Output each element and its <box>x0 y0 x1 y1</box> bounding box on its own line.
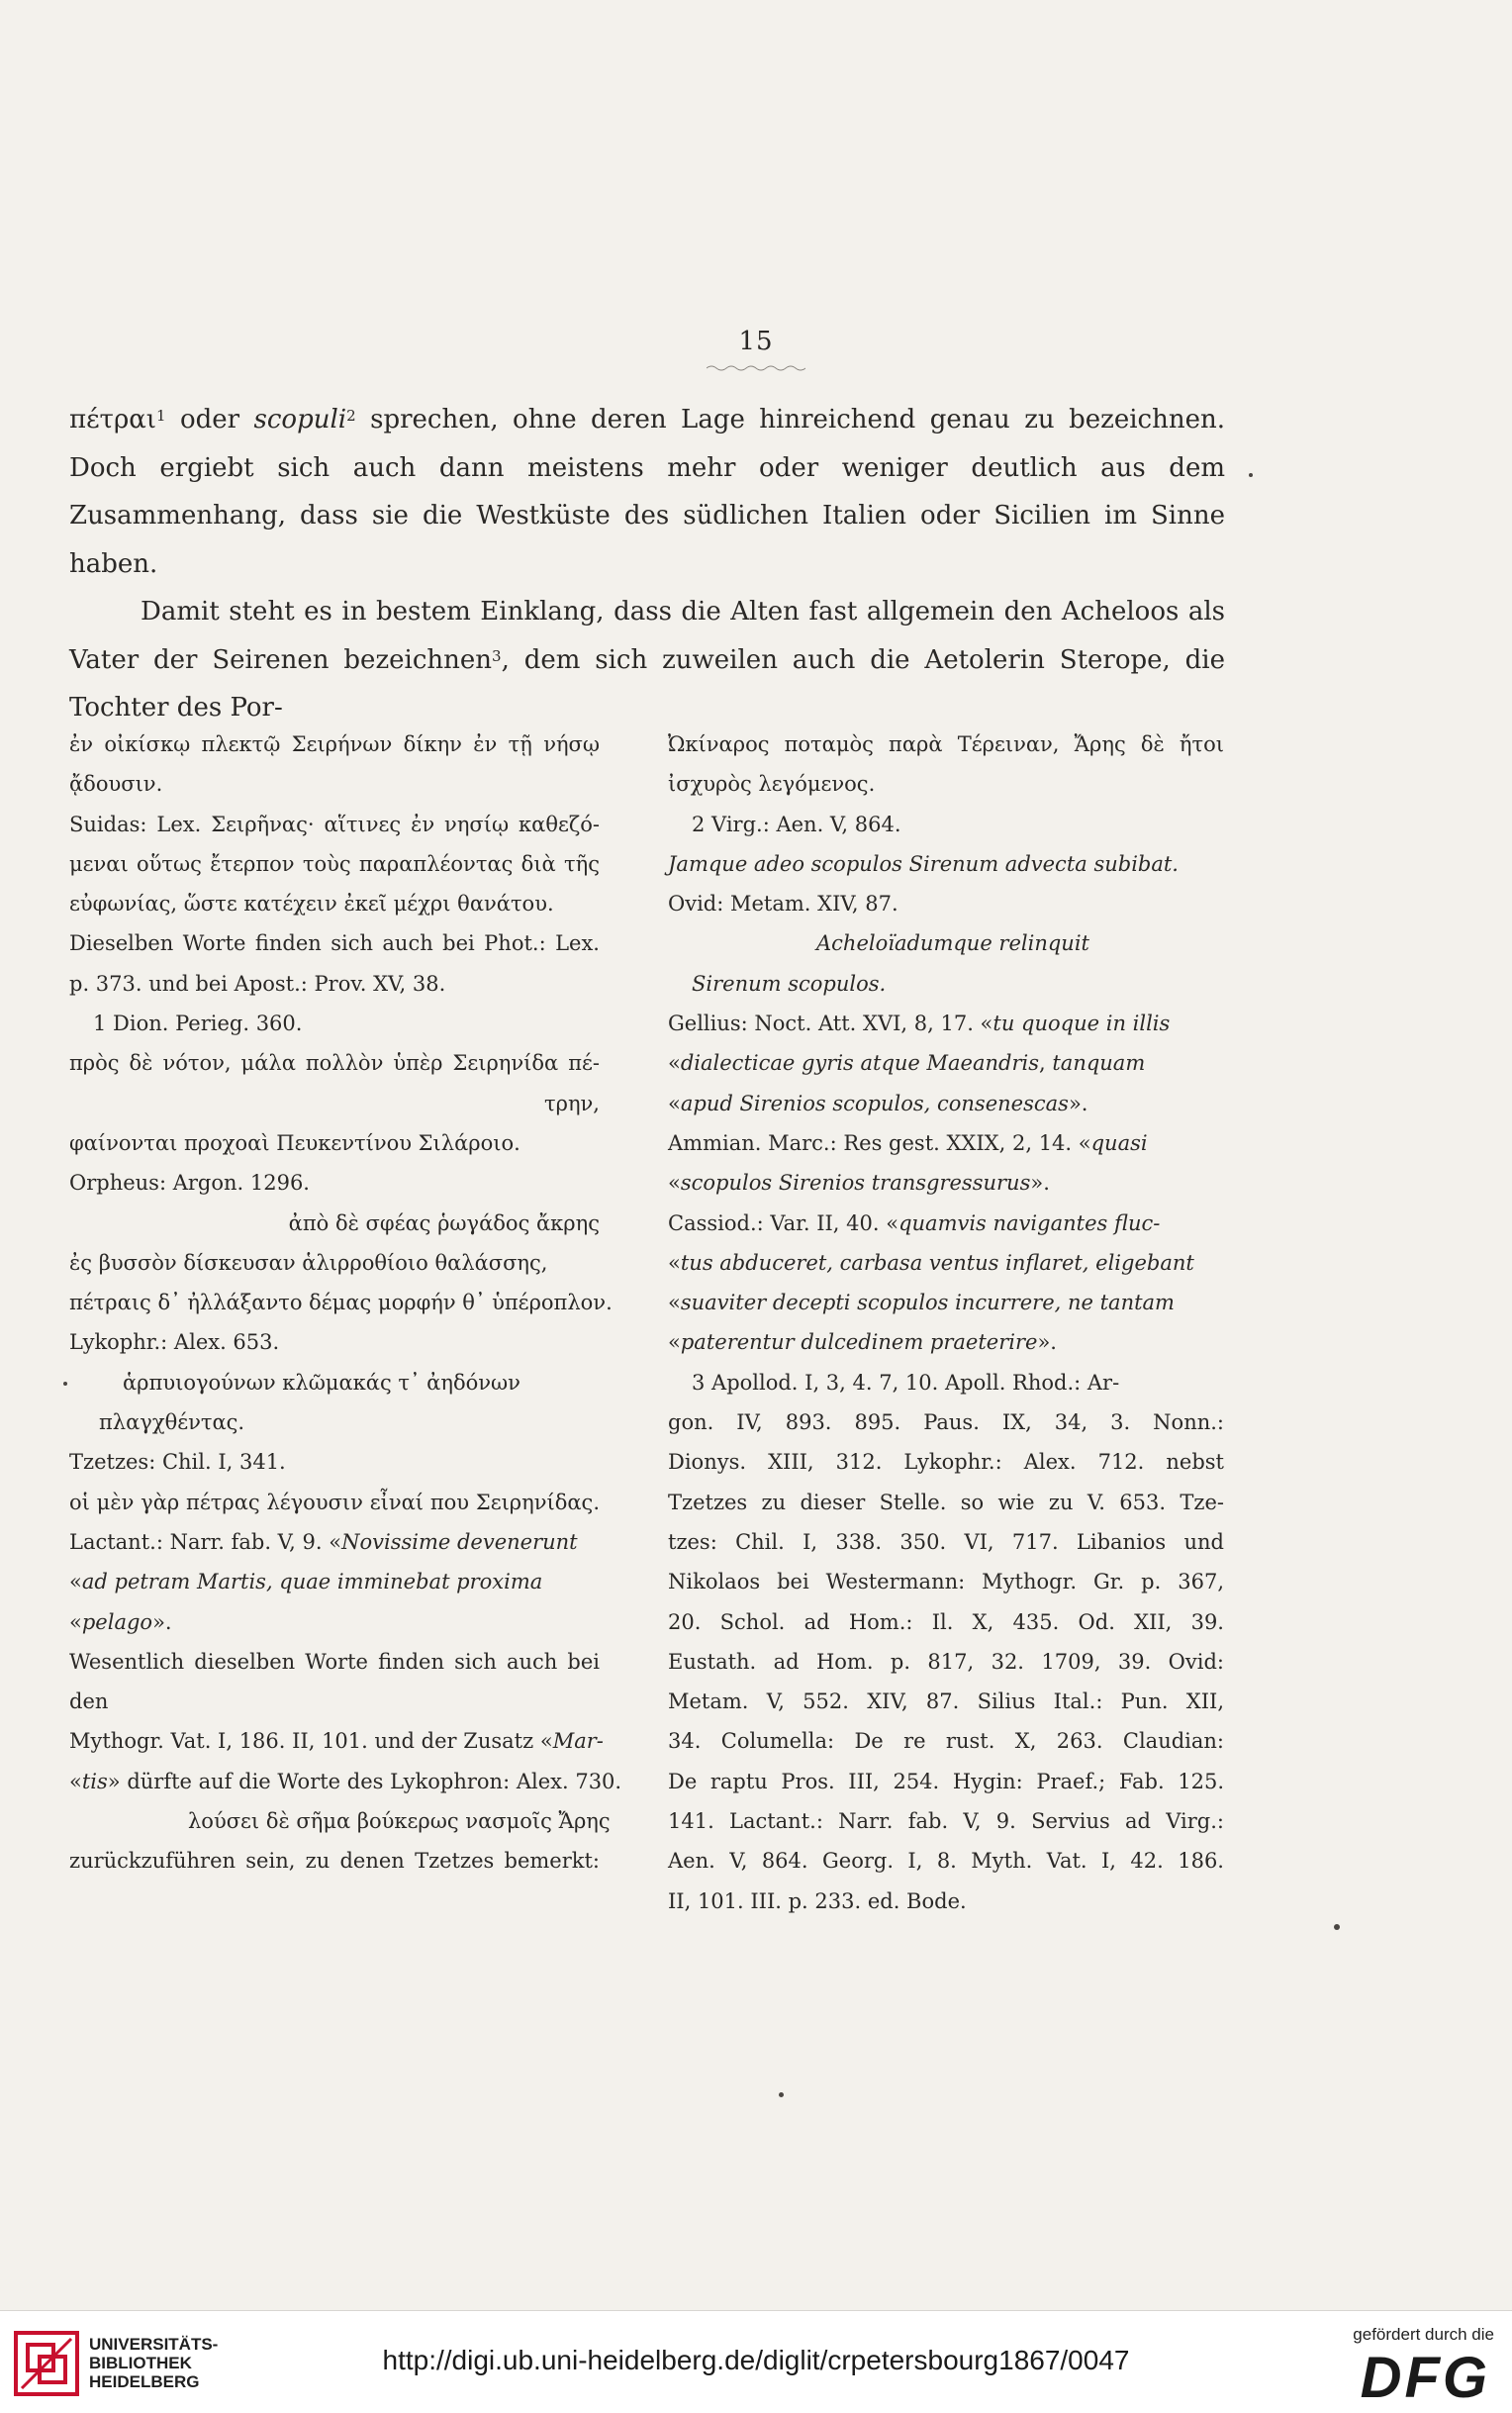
footnote-line <box>668 1123 1224 1163</box>
footnote-line: ᾄδουσιν. <box>69 772 163 797</box>
italic-quote: dialecticae gyris atque Maeandris <box>680 1051 1039 1076</box>
library-name-line: HEIDELBERG <box>89 2372 200 2391</box>
footnote-line: II, 101. III. p. 233. ed. Bode. <box>668 1888 967 1913</box>
footnote-line: De raptu Pros. III, 254. Hygin: Praef.; Fab. 125. <box>668 1769 1224 1793</box>
footnote-line: πλαγχθέντας. <box>99 1410 245 1435</box>
speck <box>1249 473 1253 477</box>
footnote-line: Dionys. XIII, 312. Lykophr.: Alex. 712. nebst <box>668 1450 1224 1475</box>
text-span: Damit steht es in bestem Einklang, dass die Alten fast allgemein den Acheloos als Vater der Seirenen bezeichnen <box>69 597 1225 675</box>
italic-quote: scopulos Sirenios transgressurus <box>680 1171 1031 1196</box>
library-name-line: UNIVERSITÄTS- <box>89 2335 219 2354</box>
footnote-line: 141. Lactant.: Narr. fab. V, 9. Servius ad Virg.: <box>668 1809 1224 1834</box>
greek-word: πέτραι <box>69 405 156 434</box>
text-span: « <box>69 1769 82 1793</box>
italic-quote: suaviter decepti scopulos incurrere, ne tantam <box>680 1291 1175 1315</box>
italic-quote: Jamque adeo scopulos Sirenum advecta subibat. <box>668 851 1179 876</box>
italic-quote: apud Sirenios scopulos, consenescas <box>680 1091 1069 1115</box>
footnotes-right-column <box>668 724 1224 1921</box>
text-span: , dem sich zuweilen auch die Aetolerin Sterope, die Tochter des Por- <box>69 644 1225 723</box>
footnote-line <box>668 1322 1224 1362</box>
dfg-logo[interactable]: DFG <box>1360 2346 1490 2410</box>
text-span: Ammian. Marc.: Res gest. XXIX, 2, 14. « <box>668 1130 1091 1155</box>
text-span: « <box>668 1171 681 1196</box>
footnote-line: 3 Apollod. I, 3, 4. 7, 10. Apoll. Rhod.: Ar- <box>692 1370 1120 1395</box>
text-span: » dürfte auf die Worte des Lykophron: Alex. 730. <box>107 1769 622 1793</box>
footnote-line: φαίνονται προχοαὶ Πευκεντίνου Σιλάροιο. <box>69 1130 520 1155</box>
footnote-line: Lykophr.: Alex. 653. <box>69 1330 280 1355</box>
text-span: , <box>1039 1051 1053 1076</box>
footnote-line: Dieselben Worte finden sich auch bei Phot.: Lex. <box>69 931 600 956</box>
footnote-line: zurückzuführen sein, zu denen Tzetzes bemerkt: <box>69 1849 600 1874</box>
footnote-line: τρην, <box>544 1091 600 1115</box>
footnote-line: μεναι οὕτως ἔτερπον τοὺς παραπλέοντας διὰ τῆς <box>69 851 600 876</box>
speck <box>779 2092 784 2097</box>
text-span: « <box>668 1091 681 1115</box>
italic-quote: Novissime devenerunt <box>341 1529 578 1554</box>
text-span: ». <box>1030 1171 1050 1196</box>
footnote-line: ἐν οἰκίσκῳ πλεκτῷ Σειρήνων δίκην ἐν τῇ νήσῳ <box>69 732 600 756</box>
text-span: « <box>668 1291 681 1315</box>
footnotes-left-column <box>69 724 622 1882</box>
italic-quote: ad petram Martis, quae imminebat proxima <box>81 1570 543 1594</box>
footnote-line: ἀπὸ δὲ σφέας ῥωγάδος ἄκρης <box>288 1210 600 1235</box>
footnote-line: tzes: Chil. I, 338. 350. VI, 717. Libanios und <box>668 1529 1224 1554</box>
speck <box>1334 1924 1340 1930</box>
footnote-line: Nikolaos bei Westermann: Mythogr. Gr. p. 367, <box>668 1570 1224 1594</box>
footnote-line: ἰσχυρὸς λεγόμενος. <box>668 772 876 797</box>
italic-quote: paterentur dulcedinem praeterire <box>680 1330 1038 1355</box>
footnote-line: 1 Dion. Perieg. 360. <box>93 1012 303 1036</box>
footnote-ref: 3 <box>492 646 502 665</box>
footnote-line: 20. Schol. ad Hom.: Il. X, 435. Od. XII, 39. <box>668 1609 1224 1634</box>
text-span: ». <box>1037 1330 1057 1355</box>
text-span: « <box>668 1051 681 1076</box>
footnote-line: 2 Virg.: Aen. V, 864. <box>692 812 901 836</box>
sponsor-caption: gefördert durch die <box>1353 2325 1494 2344</box>
footnote-line <box>668 923 1224 963</box>
italic-quote: Sirenum scopulos. <box>692 971 887 996</box>
library-name-line: BIBLIOTHEK <box>89 2354 192 2372</box>
footnote-line <box>668 1243 1224 1283</box>
footnote-line <box>668 1283 1224 1322</box>
footnote-line: πρὸς δὲ νότον, μάλα πολλὸν ὑπὲρ Σειρηνίδα πέ- <box>69 1051 600 1076</box>
speck <box>63 1382 67 1386</box>
italic-quote: tu quoque in illis <box>992 1012 1171 1036</box>
footnote-line: 34. Columella: De re rust. X, 263. Claudian: <box>668 1729 1224 1754</box>
ornament-squiggle <box>707 364 805 372</box>
footnote-line <box>668 1043 1224 1083</box>
text-span: Lactant.: Narr. fab. V, 9. « <box>69 1529 342 1554</box>
footnote-line: λούσει δὲ σῆμα βούκερως νασμοῖς Ἄρης <box>188 1809 611 1834</box>
footnote-line: Eustath. ad Hom. p. 817, 32. 1709, 39. Ovid: <box>668 1649 1224 1674</box>
footnote-line <box>668 1163 1224 1203</box>
footnote-line: p. 373. und bei Apost.: Prov. XV, 38. <box>69 971 446 996</box>
italic-quote: Mar- <box>552 1729 604 1754</box>
text-span: ». <box>1068 1091 1088 1115</box>
footnote-line: Tzetzes: Chil. I, 341. <box>69 1450 286 1475</box>
footnote-ref: 2 <box>346 407 356 425</box>
footnote-line: ἐς βυσσὸν δίσκευσαν ἁλιρροθίοιο θαλάσσης, <box>69 1250 548 1275</box>
main-text <box>69 396 1225 732</box>
text-span: « <box>69 1609 82 1634</box>
text-span: ». <box>152 1609 172 1634</box>
text-span: oder <box>165 405 254 434</box>
text-span: « <box>668 1330 681 1355</box>
text-span: « <box>668 1250 681 1275</box>
footnote-ref: 1 <box>155 407 166 425</box>
footnote-line: Tzetzes zu dieser Stelle. so wie zu V. 653. Tze- <box>668 1490 1224 1514</box>
italic-quote: quasi <box>1090 1130 1148 1155</box>
footnote-line <box>69 1602 600 1642</box>
footnote-line <box>69 1762 622 1801</box>
text-span: Cassiod.: Var. II, 40. « <box>668 1210 899 1235</box>
italic-quote: pelago <box>81 1609 153 1634</box>
footnote-line <box>69 1562 600 1601</box>
footnote-line <box>69 1522 600 1562</box>
italic-quote: Acheloïadumque relinquit <box>816 931 1089 956</box>
footnote-line <box>668 844 1224 884</box>
footnote-line: Ὠκίναρος ποταμὸς παρὰ Τέρειναν, Ἄρης δὲ ἤτοι <box>668 732 1224 756</box>
footnote-line: Ovid: Metam. XIV, 87. <box>668 892 898 917</box>
footnote-line: Orpheus: Argon. 1296. <box>69 1171 310 1196</box>
footnote-line: Aen. V, 864. Georg. I, 8. Myth. Vat. I, 42. 186. <box>668 1849 1224 1874</box>
footnote-line: Suidas: Lex. Σειρῆνας· αἵτινες ἐν νησίῳ καθεζό- <box>69 812 600 836</box>
footnote-line: gon. IV, 893. 895. Paus. IX, 34, 3. Nonn.: <box>668 1410 1224 1435</box>
footnote-line: εὐφωνίας, ὥστε κατέχειν ἐκεῖ μέχρι θανάτου. <box>69 892 554 917</box>
page-number: 15 <box>738 327 774 356</box>
footnote-line: ἁρπυιογούνων κλῶμακάς τ᾽ ἀηδόνων <box>123 1370 520 1395</box>
footer-bar <box>0 2310 1512 2413</box>
text-span: Mythogr. Vat. I, 186. II, 101. und der Zusatz « <box>69 1729 553 1754</box>
footnote-line <box>668 964 1224 1004</box>
italic-quote: tis <box>81 1769 108 1793</box>
text-span: « <box>69 1570 82 1594</box>
footnote-line <box>668 1084 1224 1123</box>
text-span: Gellius: Noct. Att. XVI, 8, 17. « <box>668 1012 993 1036</box>
footnote-line: Metam. V, 552. XIV, 87. Silius Ital.: Pun. XII, <box>668 1689 1224 1714</box>
italic-term: scopuli <box>253 405 347 434</box>
italic-quote: tanquam <box>1052 1051 1146 1076</box>
footnote-line: πέτραις δ᾽ ἠλλάξαντο δέμας μορφήν θ᾽ ὑπέροπλον. <box>69 1291 613 1315</box>
main-paragraph-1 <box>69 396 1225 588</box>
footnote-line <box>69 1721 604 1761</box>
footnote-line <box>668 1004 1224 1043</box>
footnote-line: Wesentlich dieselben Worte finden sich auch bei den <box>69 1649 600 1714</box>
italic-quote: quamvis navigantes fluc- <box>898 1210 1161 1235</box>
text-span: sprechen, ohne deren Lage hinreichend genau zu bezeichnen. Doch ergiebt sich auch dann meistens mehr oder weniger deutlich aus dem Zusammenhang, dass sie die Westküste des südlichen Italien oder Sicilien im Sinne haben. <box>69 405 1225 579</box>
footnote-line <box>668 1204 1224 1243</box>
permalink-url[interactable]: http://digi.ub.uni-heidelberg.de/diglit/crpetersbourg1867/0047 <box>382 2345 1130 2375</box>
main-paragraph-2 <box>69 588 1225 732</box>
italic-quote: tus abduceret, carbasa ventus inflaret, eligebant <box>680 1250 1194 1275</box>
footnote-line: οἱ μὲν γὰρ πέτρας λέγουσιν εἶναί που Σειρηνίδας. <box>69 1490 600 1514</box>
